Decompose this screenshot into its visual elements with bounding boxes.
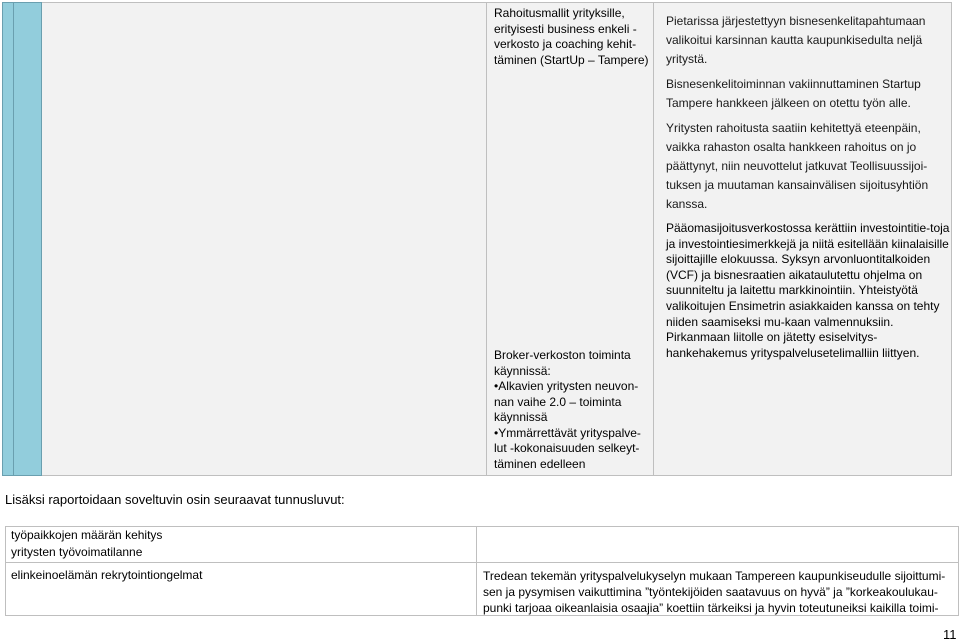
bullet-text: Ymmärrettävät yrityspalve-lut -kokonaisuuden selkeyt-täminen edelleen [494, 425, 641, 471]
result-paragraph: Pääomasijoitusverkostossa kerättiin investointitie-toja ja investointiesimerkkejä ja niitä esitellään kiinalaisille sijoittajille elokuussa. Syksyn arvonluontitalkoiden (VCF) ja bisnesraatien aikataulutettu ohjelma on suunniteltu ja laitettu markkinointiin. Yhteistyötä valikoitujen Ensimetrin asiakkaiden kanssa on tehty niiden saamiseksi mu-kaan valmennuksiin. Pirkanmaan liitolle on jätetty esiselvitys-hankehakemus yrityspalvelusetelimalliin liittyen. [666, 221, 950, 360]
goal-broker-network [494, 348, 652, 472]
section-intro: Lisäksi raportoidaan soveltuvin osin seuraavat tunnusluvut: [5, 492, 345, 507]
table-cell-empty [42, 2, 487, 476]
table-accent-column-2 [14, 2, 42, 476]
indicator-label: elinkeinoelämän rekrytointiongelmat [11, 568, 203, 582]
bullet-item [494, 379, 652, 426]
bullet-item [494, 426, 652, 473]
broker-intro: Broker-verkoston toiminta käynnissä: [494, 348, 631, 378]
result-paragraph: Pietarissa järjestettyyn bisnesenkelitapahtumaan valikoitui karsinnan kautta kaupunkisedulta neljä yritystä. [666, 14, 926, 66]
bullet-text: Alkavien yritysten neuvon-nan vaihe 2.0 – toiminta käynnissä [494, 379, 639, 424]
result-paragraph: Bisnesenkelitoiminnan vakiinnuttaminen Startup Tampere hankkeen jälkeen on otettu työn alle. [666, 77, 921, 110]
indicator-label: yritysten työvoimatilanne [11, 545, 143, 559]
indicator-text: Tredean tekemän yrityspalvelukyselyn mukaan Tampereen kaupunkiseudulle sijoittumi-sen ja pysymisen vaikuttimina ”työntekijöiden saatavuus on hyvä” ja ”korkeakoulukau-punki tarjoaa oikeanlaisia osaajia” koettiin tärkeiksi ja hyvin toteutuneiksi kaikilla toimi- [483, 569, 946, 615]
table-cell-value [477, 526, 959, 563]
result-paragraph: Yritysten rahoitusta saatiin kehitettyä eteenpäin, vaikka rahaston osalta hankkeen rahoitus on jo päättynyt, niin neuvottelut jatkuvat Teollisuussijoi-tuksen ja muutaman kansainvälisen sijoitusyhtiön kanssa. [666, 121, 929, 211]
indicator-label: työpaikkojen määrän kehitys [11, 528, 163, 542]
page-number: 11 [943, 627, 957, 642]
goal-financing-models: Rahoitusmallit yrityksille, erityisesti business enkeli -verkosto ja coaching kehit-täminen (StartUp – Tampere) [494, 6, 649, 67]
table-accent-column-1 [2, 2, 14, 476]
